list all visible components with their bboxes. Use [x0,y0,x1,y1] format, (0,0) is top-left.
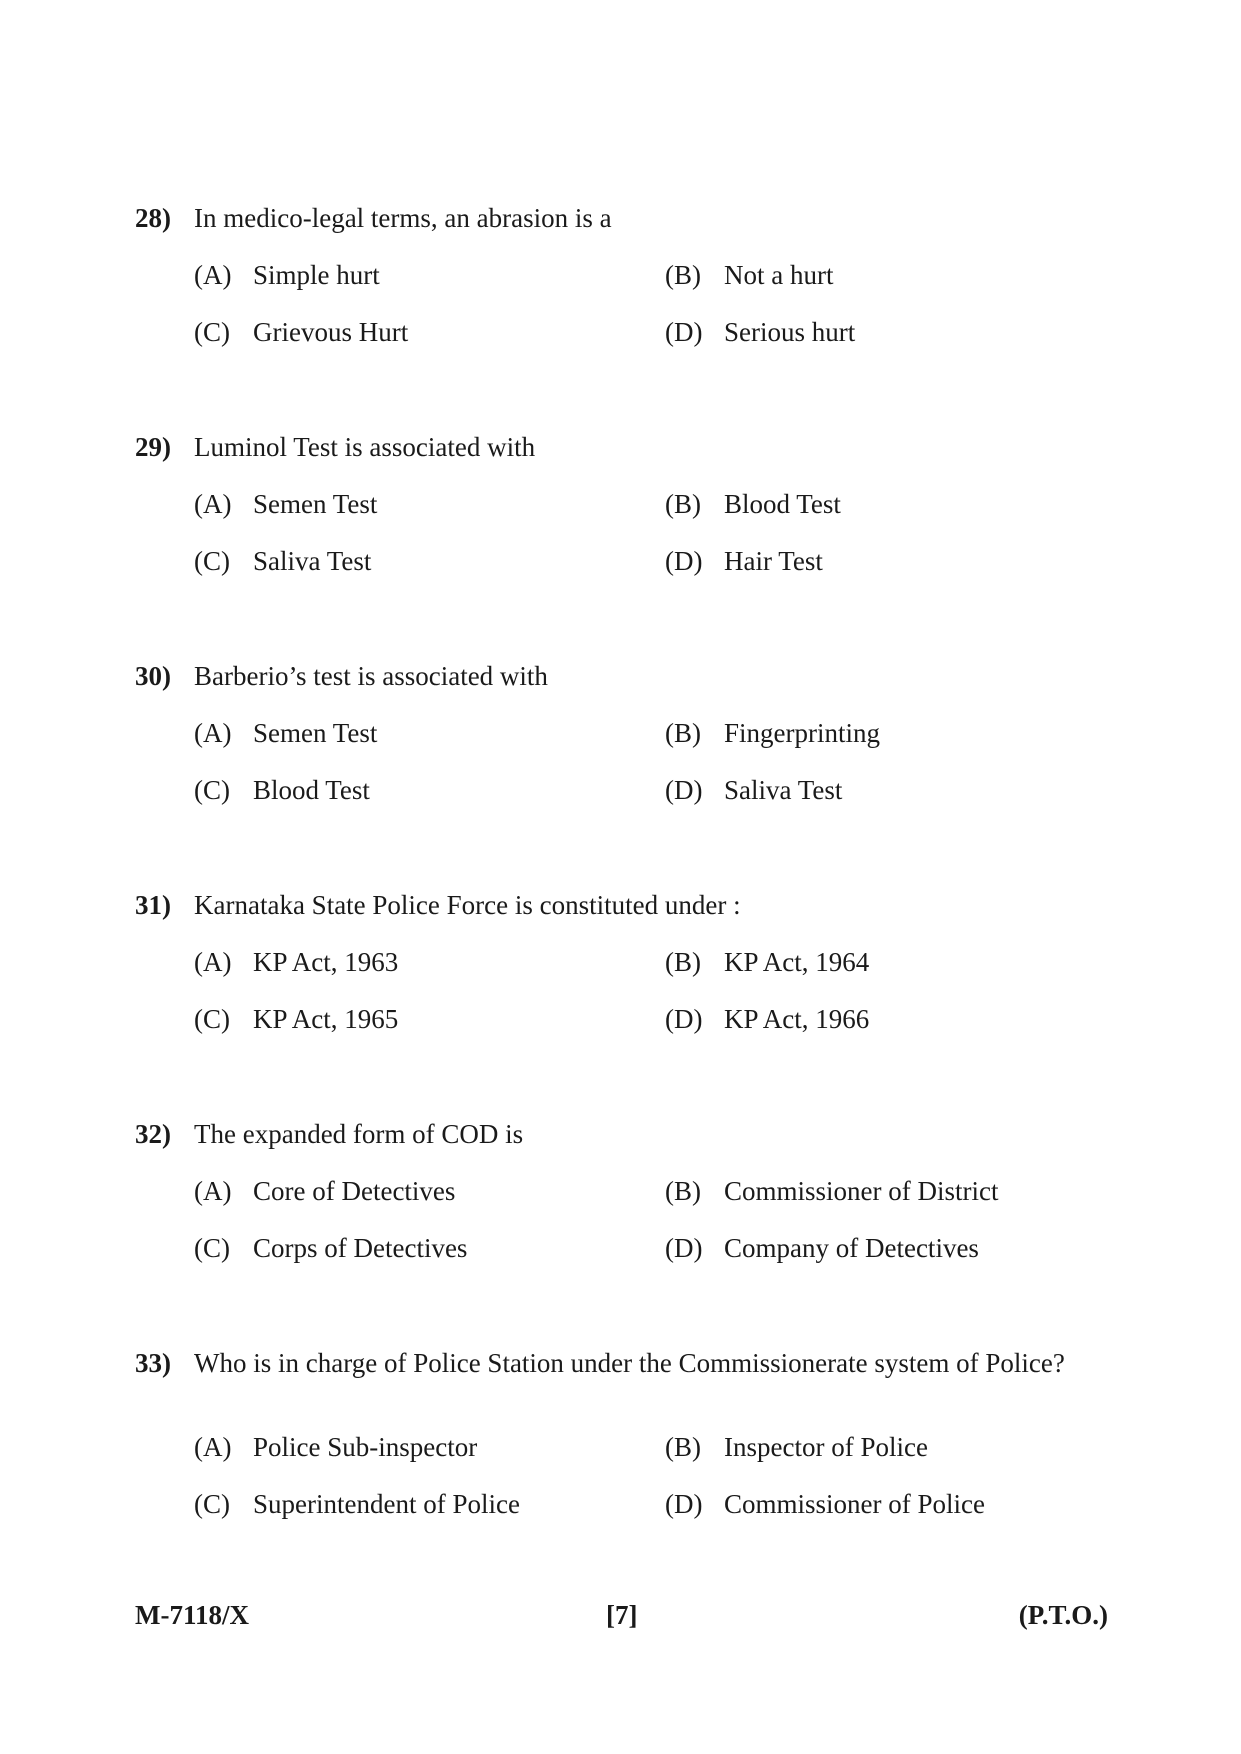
option-text: KP Act, 1966 [724,1004,870,1034]
option-c [194,772,370,808]
option-a [194,1429,477,1465]
option-c [194,1230,467,1266]
option-label: (A) [194,260,232,290]
question-text: Barberio’s test is associated with [194,661,548,691]
option-label: (D) [665,1004,703,1034]
option-label: (D) [665,1489,703,1519]
pto-marker: (P.T.O.) [1018,1600,1108,1630]
option-b [665,944,869,980]
option-text: Saliva Test [253,546,372,576]
option-label: (A) [194,718,232,748]
option-text: Saliva Test [724,775,843,805]
option-text: Not a hurt [724,260,834,290]
question-30 [0,658,1241,887]
option-a [194,715,377,751]
question-text: The expanded form of COD is [194,1119,524,1149]
option-d [665,314,855,350]
option-label: (C) [194,775,230,805]
option-label: (D) [665,546,703,576]
option-label: (C) [194,546,230,576]
option-label: (B) [665,1176,701,1206]
question-number: 28) [135,203,171,233]
option-d [665,543,823,579]
option-label: (C) [194,317,230,347]
option-text: Serious hurt [724,317,856,347]
option-c [194,1486,520,1522]
option-text: Commissioner of District [724,1176,999,1206]
option-label: (B) [665,1432,701,1462]
option-text: KP Act, 1963 [253,947,399,977]
question-text: Karnataka State Police Force is constituted under : [194,890,741,920]
option-label: (D) [665,775,703,805]
option-b [665,1173,998,1209]
option-text: Superintendent of Police [253,1489,520,1519]
option-text: Commissioner of Police [724,1489,985,1519]
page-footer [0,1597,1241,1637]
paper-code: M-7118/X [135,1600,249,1630]
question-number: 29) [135,432,171,462]
option-a [194,257,380,293]
option-label: (A) [194,1432,232,1462]
option-text: Hair Test [724,546,823,576]
option-text: Semen Test [253,718,378,748]
option-label: (C) [194,1233,230,1263]
option-text: Blood Test [724,489,841,519]
option-a [194,1173,455,1209]
question-text: In medico-legal terms, an abrasion is a [194,203,612,233]
option-c [194,314,408,350]
option-b [665,486,841,522]
option-text: Core of Detectives [253,1176,456,1206]
option-a [194,486,377,522]
option-label: (B) [665,947,701,977]
question-number: 32) [135,1119,171,1149]
option-label: (A) [194,489,232,519]
option-b [665,257,833,293]
option-label: (C) [194,1004,230,1034]
page-number: [7] [606,1600,638,1630]
question-number: 30) [135,661,171,691]
option-label: (A) [194,947,232,977]
option-c [194,1001,398,1037]
option-d [665,1486,985,1522]
question-31 [0,887,1241,1116]
question-text: Luminol Test is associated with [194,432,536,462]
option-text: Inspector of Police [724,1432,928,1462]
option-b [665,1429,928,1465]
option-text: Semen Test [253,489,378,519]
option-text: Grievous Hurt [253,317,409,347]
option-text: KP Act, 1964 [724,947,870,977]
option-label: (A) [194,1176,232,1206]
option-label: (C) [194,1489,230,1519]
option-label: (D) [665,317,703,347]
option-text: Simple hurt [253,260,380,290]
question-list [0,200,1241,1574]
question-33 [0,1345,1241,1574]
option-a [194,944,398,980]
option-label: (B) [665,718,701,748]
option-label: (D) [665,1233,703,1263]
option-b [665,715,880,751]
option-text: Police Sub-inspector [253,1432,478,1462]
question-number: 31) [135,890,171,920]
question-number: 33) [135,1348,171,1378]
option-d [665,772,842,808]
option-text: Fingerprinting [724,718,880,748]
option-d [665,1001,869,1037]
question-text: Who is in charge of Police Station under the Commissionerate system of Police? [194,1348,1065,1378]
option-text: KP Act, 1965 [253,1004,399,1034]
option-c [194,543,371,579]
option-text: Company of Detectives [724,1233,979,1263]
option-text: Blood Test [253,775,370,805]
option-text: Corps of Detectives [253,1233,468,1263]
question-28 [0,200,1241,429]
option-d [665,1230,979,1266]
option-label: (B) [665,260,701,290]
option-label: (B) [665,489,701,519]
question-32 [0,1116,1241,1345]
question-29 [0,429,1241,658]
